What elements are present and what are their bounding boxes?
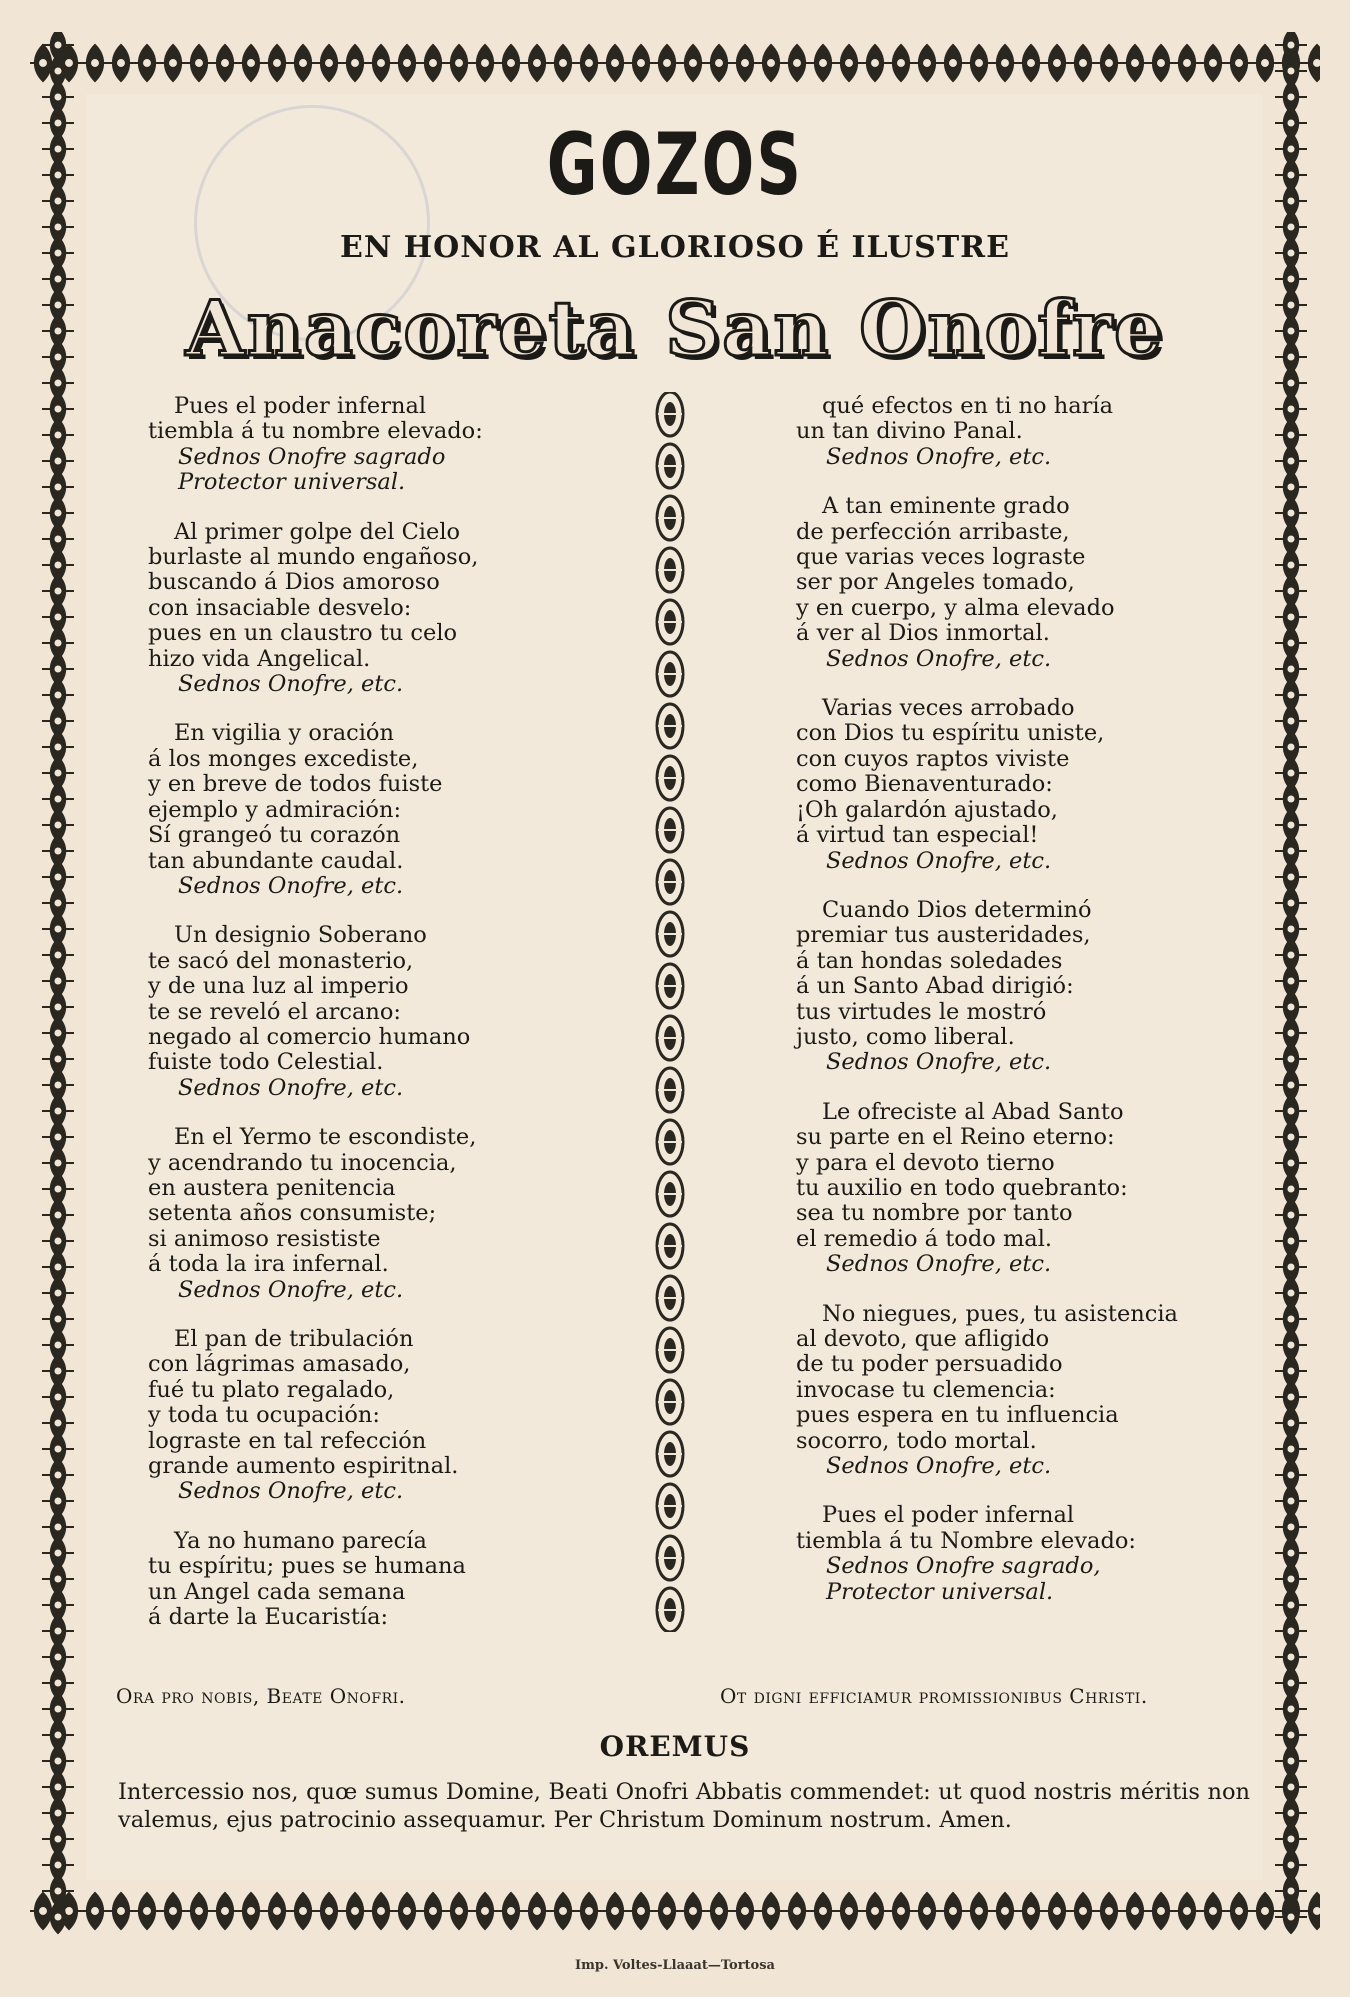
verse-line: socorro, todo mortal.	[796, 1427, 1037, 1454]
verse-line: Ya no humano parecía	[174, 1527, 427, 1554]
verse-line: tan abundante caudal.	[148, 847, 404, 874]
verse-line: Varias veces arrobado	[822, 695, 1075, 722]
printer-imprint: Imp. Voltes-Llaaat—Tortosa	[575, 1958, 775, 1973]
verse-line: setenta años consumiste;	[148, 1200, 437, 1227]
verse-line: tu espíritu; pues se humana	[148, 1553, 466, 1580]
divider-ornament	[657, 600, 683, 644]
verse-line: y para el devoto tierno	[796, 1149, 1055, 1176]
verse-line: su parte en el Reino eterno:	[796, 1124, 1115, 1151]
verse-line: negado al comercio humano	[148, 1023, 471, 1050]
verse-line: Un designio Soberano	[174, 922, 427, 949]
stanza	[796, 696, 1256, 874]
verse-line: A tan eminente grado	[822, 493, 1070, 520]
verse-line: como Bienaventurado:	[796, 771, 1053, 798]
right-verse-column	[796, 394, 1256, 1629]
verse-line: ser por Angeles tomado,	[796, 569, 1075, 596]
divider-ornament	[657, 860, 683, 904]
verse-line: En vigilia y oración	[174, 720, 394, 747]
verse-line: tu auxilio en todo quebranto:	[796, 1174, 1128, 1201]
refrain-line: Protector universal.	[178, 469, 406, 496]
verse-line: pues espera en tu influencia	[796, 1402, 1119, 1429]
verse-line: de perfección arribaste,	[796, 518, 1070, 545]
verse-line: un Angel cada semana	[148, 1578, 406, 1605]
verse-line: que varias veces lograste	[796, 544, 1086, 571]
divider-ornament	[657, 1328, 683, 1372]
verse-line: y de una luz al imperio	[148, 973, 409, 1000]
divider-ornament	[657, 496, 683, 540]
closing-prayer: Intercessio nos, quœ sumus Domine, Beati Onofri Abbatis commendet: ut quod nostris méritis non valemus, ejus patrocinio assequamur. Per Christum Dominum nostrum. Amen.	[118, 1779, 1250, 1833]
divider-ornament	[657, 392, 683, 436]
ornamental-border-bottom	[30, 1880, 1320, 1942]
stanza	[796, 394, 1256, 470]
divider-ornament	[657, 1172, 683, 1216]
stanza	[796, 1302, 1256, 1480]
verse-line: ¡Oh galardón ajustado,	[796, 796, 1058, 823]
verse-line: fuiste todo Celestial.	[148, 1049, 384, 1076]
verse-line: á un Santo Abad dirigió:	[796, 973, 1074, 1000]
refrain-line: Sednos Onofre, etc.	[826, 847, 1052, 874]
divider-ornament	[657, 808, 683, 852]
verse-line: En el Yermo te escondiste,	[174, 1124, 477, 1151]
verse-line: con cuyos raptos viviste	[796, 745, 1070, 772]
refrain-line: Protector universal.	[826, 1578, 1054, 1605]
verse-line: sea tu nombre por tanto	[796, 1200, 1073, 1227]
stanza	[148, 1125, 628, 1303]
divider-ornament	[657, 912, 683, 956]
divider-ornament	[657, 1016, 683, 1060]
verse-line: tus virtudes le mostró	[796, 998, 1047, 1025]
verse-line: tiembla á tu Nombre elevado:	[796, 1527, 1136, 1554]
verse-line: fué tu plato regalado,	[148, 1376, 395, 1403]
verse-line: con lágrimas amasado,	[148, 1351, 411, 1378]
page-title: GOZOS	[546, 115, 804, 215]
divider-ornament	[657, 1380, 683, 1424]
stanza	[796, 494, 1256, 672]
divider-ornament	[657, 1484, 683, 1528]
stanza	[148, 1529, 628, 1631]
verse-line: Sí grangeó tu corazón	[148, 822, 401, 849]
verse-line: con insaciable desvelo:	[148, 594, 412, 621]
divider-ornament	[657, 1120, 683, 1164]
divider-ornament	[657, 1276, 683, 1320]
verse-line: Al primer golpe del Cielo	[174, 518, 461, 545]
refrain-line: Sednos Onofre, etc.	[826, 645, 1052, 672]
verse-line: pues en un claustro tu celo	[148, 620, 458, 647]
divider-ornament	[657, 1536, 683, 1580]
stanza	[796, 1503, 1256, 1605]
verse-line: y en breve de todos fuiste	[148, 771, 443, 798]
verse-line: con Dios tu espíritu uniste,	[796, 720, 1105, 747]
refrain-line: Sednos Onofre, etc.	[826, 443, 1052, 470]
stanza	[148, 721, 628, 899]
response: Ot digni efficiamur promissionibus Christi.	[720, 1684, 1148, 1708]
verse-line: ejemplo y admiración:	[148, 796, 402, 823]
stanza	[796, 1100, 1256, 1278]
stanza	[796, 898, 1256, 1076]
verse-line: el remedio á todo mal.	[796, 1225, 1053, 1252]
refrain-line: Sednos Onofre, etc.	[826, 1453, 1052, 1480]
verse-line: y acendrando tu inocencia,	[148, 1149, 457, 1176]
refrain-line: Sednos Onofre, etc.	[178, 671, 404, 698]
verse-line: á darte la Eucaristía:	[148, 1604, 389, 1631]
verse-line: lograste en tal refección	[148, 1427, 427, 1454]
verse-line: hizo vida Angelical.	[148, 645, 371, 672]
subtitle: EN HONOR AL GLORIOSO É ILUSTRE	[340, 230, 1010, 265]
verse-line: te se reveló el arcano:	[148, 998, 401, 1025]
divider-ornament	[657, 444, 683, 488]
stanza	[148, 923, 628, 1101]
verse-line: y toda tu ocupación:	[148, 1402, 380, 1429]
verse-line: premiar tus austeridades,	[796, 922, 1091, 949]
divider-ornament	[657, 652, 683, 696]
verse-line: Pues el poder infernal	[822, 1502, 1075, 1529]
stanza	[148, 394, 628, 496]
verse-line: á tan hondas soledades	[796, 947, 1063, 974]
verse-line: al devoto, que afligido	[796, 1326, 1050, 1352]
verse-line: á los monges excediste,	[148, 745, 419, 772]
refrain-line: Sednos Onofre, etc.	[178, 872, 404, 899]
divider-ornament	[657, 756, 683, 800]
divider-ornament	[657, 704, 683, 748]
refrain-line: Sednos Onofre sagrado	[178, 443, 446, 470]
verse-line: qué efectos en ti no haría	[822, 393, 1114, 419]
verse-line: El pan de tribulación	[174, 1326, 414, 1352]
verse-line: No niegues, pues, tu asistencia	[822, 1300, 1178, 1327]
verse-line: si animoso resististe	[148, 1225, 381, 1252]
verse-line: invocase tu clemencia:	[796, 1376, 1056, 1403]
refrain-line: Sednos Onofre, etc.	[826, 1251, 1052, 1278]
versicle: Ora pro nobis, Beate Onofri.	[116, 1684, 406, 1708]
stanza	[148, 520, 628, 698]
verse-line: grande aumento espiritnal.	[148, 1453, 459, 1480]
verse-line: en austera penitencia	[148, 1174, 396, 1201]
divider-ornament	[657, 1224, 683, 1268]
verse-line: Pues el poder infernal	[174, 393, 427, 419]
verse-line: á ver al Dios inmortal.	[796, 620, 1050, 647]
divider-ornament	[657, 1588, 683, 1632]
verse-line: burlaste al mundo engañoso,	[148, 544, 479, 571]
ornamental-column-divider	[648, 392, 692, 1632]
divider-ornament	[657, 1068, 683, 1112]
divider-ornament	[657, 1432, 683, 1476]
stanza	[148, 1327, 628, 1505]
verse-line: justo, como liberal.	[796, 1023, 1015, 1050]
ornamental-border-top	[30, 32, 1320, 94]
verse-line: á toda la ira infernal.	[148, 1251, 389, 1278]
refrain-line: Sednos Onofre, etc.	[178, 1276, 404, 1303]
divider-ornament	[657, 964, 683, 1008]
verse-line: á virtud tan especial!	[796, 822, 1039, 849]
verse-line: te sacó del monasterio,	[148, 947, 414, 974]
verse-line: tiembla á tu nombre elevado:	[148, 418, 483, 445]
verse-line: de tu poder persuadido	[796, 1351, 1063, 1378]
divider-ornament	[657, 548, 683, 592]
saint-name-heading: Anacoreta San Onofre	[185, 284, 1165, 373]
verse-line: Cuando Dios determinó	[822, 896, 1092, 923]
verse-line: un tan divino Panal.	[796, 418, 1023, 445]
refrain-line: Sednos Onofre, etc.	[826, 1049, 1052, 1076]
refrain-line: Sednos Onofre, etc.	[178, 1478, 404, 1505]
oremus-heading: OREMUS	[599, 1730, 751, 1763]
verse-line: y en cuerpo, y alma elevado	[796, 594, 1115, 621]
refrain-line: Sednos Onofre sagrado,	[826, 1553, 1101, 1580]
left-verse-column	[148, 394, 628, 1654]
refrain-line: Sednos Onofre, etc.	[178, 1074, 404, 1101]
verse-line: buscando á Dios amoroso	[148, 569, 440, 596]
verse-line: Le ofreciste al Abad Santo	[822, 1098, 1124, 1125]
